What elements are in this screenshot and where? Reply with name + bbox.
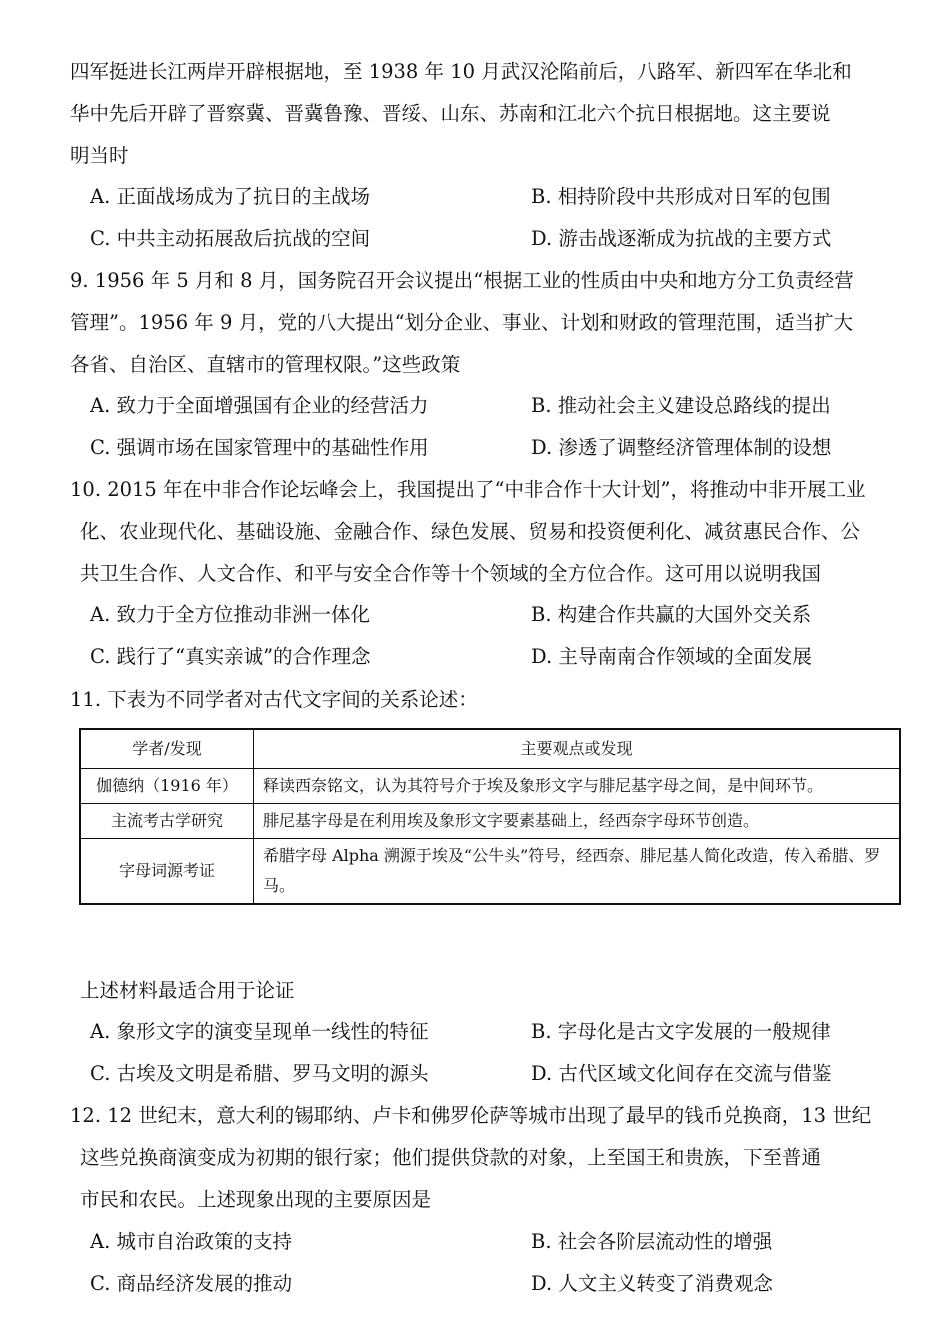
table-header-viewpoint: 主要观点或发现	[254, 729, 901, 769]
q10-option-c: C. 践行了“真实亲诚”的合作理念	[90, 645, 371, 668]
q11-option-c: C. 古埃及文明是希腊、罗马文明的源头	[90, 1062, 429, 1085]
q8-stem-line-3: 明当时	[70, 144, 129, 167]
q12-option-d: D. 人文主义转变了消费观念	[531, 1272, 773, 1295]
table-header-scholar: 学者/发现	[80, 729, 254, 769]
q12-option-a: A. 城市自治政策的支持	[90, 1230, 292, 1253]
table-row	[80, 804, 900, 839]
q9-option-c: C. 强调市场在国家管理中的基础性作用	[90, 436, 429, 459]
scholars-table	[79, 728, 901, 905]
table-cell-viewpoint: 腓尼基字母是在利用埃及象形文字要素基础上，经西奈字母环节创造。	[254, 804, 901, 839]
q9-option-b: B. 推动社会主义建设总路线的提出	[531, 394, 831, 417]
table-row	[80, 769, 900, 804]
q9-stem-line-1: 9. 1956 年 5 月和 8 月，国务院召开会议提出“根据工业的性质由中央和地方分工负责经营	[70, 269, 854, 292]
q8-option-b: B. 相持阶段中共形成对日军的包围	[531, 185, 831, 208]
table-header-row	[80, 729, 900, 769]
q9-stem-line-3: 各省、自治区、直辖市的管理权限。”这些政策	[70, 353, 461, 376]
q10-option-d: D. 主导南南合作领域的全面发展	[531, 645, 812, 668]
q10-stem-line-1: 10. 2015 年在中非合作论坛峰会上，我国提出了“中非合作十大计划”，将推动中非开展工业	[70, 478, 866, 501]
q10-stem-line-2: 化、农业现代化、基础设施、金融合作、绿色发展、贸易和投资便利化、减贫惠民合作、公	[80, 520, 861, 543]
q11-option-d: D. 古代区域文化间存在交流与借鉴	[531, 1062, 832, 1085]
q11-option-a: A. 象形文字的演变呈现单一线性的特征	[90, 1020, 429, 1043]
table-cell-scholar: 字母词源考证	[80, 839, 254, 905]
q12-option-c: C. 商品经济发展的推动	[90, 1272, 293, 1295]
q8-stem-line-1: 四军挺进长江两岸开辟根据地，至 1938 年 10 月武汉沦陷前后，八路军、新四军在华北和	[70, 60, 852, 83]
q10-option-a: A. 致力于全方位推动非洲一体化	[90, 603, 370, 626]
q11-option-b: B. 字母化是古文字发展的一般规律	[531, 1020, 831, 1043]
q9-stem-line-2: 管理”。1956 年 9 月，党的八大提出“划分企业、事业、计划和财政的管理范围，适当扩大	[70, 311, 854, 334]
table-row	[80, 839, 900, 905]
q10-stem-line-3: 共卫生合作、人文合作、和平与安全合作等十个领域的全方位合作。这可用以说明我国	[80, 562, 822, 585]
q11-stem: 11. 下表为不同学者对古代文字间的关系论述：	[70, 688, 478, 711]
table-cell-viewpoint: 希腊字母 Alpha 溯源于埃及“公牛头”符号，经西奈、腓尼基人简化改造，传入希腊、罗马。	[254, 839, 901, 905]
table-cell-viewpoint: 释读西奈铭文，认为其符号介于埃及象形文字与腓尼基字母之间，是中间环节。	[254, 769, 901, 804]
q10-option-b: B. 构建合作共赢的大国外交关系	[531, 603, 812, 626]
q9-option-a: A. 致力于全面增强国有企业的经营活力	[90, 394, 429, 417]
table-cell-scholar: 伽德纳（1916 年）	[80, 769, 254, 804]
q8-stem-line-2: 华中先后开辟了晋察冀、晋冀鲁豫、晋绥、山东、苏南和江北六个抗日根据地。这主要说	[70, 102, 831, 125]
q11-question: 上述材料最适合用于论证	[80, 979, 295, 1002]
q12-stem-line-3: 市民和农民。上述现象出现的主要原因是	[80, 1188, 432, 1211]
q8-option-a: A. 正面战场成为了抗日的主战场	[90, 185, 370, 208]
q8-option-c: C. 中共主动拓展敌后抗战的空间	[90, 227, 371, 250]
q12-option-b: B. 社会各阶层流动性的增强	[531, 1230, 773, 1253]
q9-option-d: D. 渗透了调整经济管理体制的设想	[531, 436, 832, 459]
q12-stem-line-1: 12. 12 世纪末，意大利的锡耶纳、卢卡和佛罗伦萨等城市出现了最早的钱币兑换商，13 世纪	[70, 1104, 872, 1127]
q12-stem-line-2: 这些兑换商演变成为初期的银行家；他们提供贷款的对象，上至国王和贵族，下至普通	[80, 1146, 822, 1169]
q8-option-d: D. 游击战逐渐成为抗战的主要方式	[531, 227, 832, 250]
table-cell-scholar: 主流考古学研究	[80, 804, 254, 839]
